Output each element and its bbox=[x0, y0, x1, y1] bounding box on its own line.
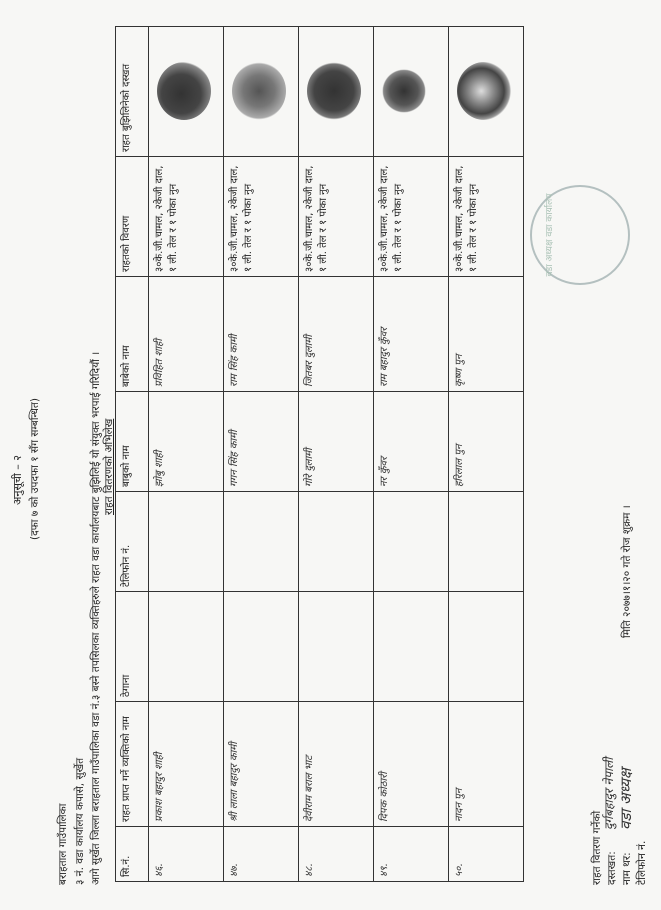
cell-address bbox=[224, 592, 299, 702]
cell-father: हरिलाल पुन bbox=[449, 392, 524, 492]
cell-father: नर कुँवर bbox=[374, 392, 449, 492]
cell-thumbprint bbox=[299, 27, 374, 157]
cell-phone bbox=[224, 492, 299, 592]
cell-name: देवीराम बराल भाट bbox=[299, 702, 374, 827]
cell-father: गगन सिंह कामी bbox=[224, 392, 299, 492]
cell-sn: ४६. bbox=[149, 827, 224, 882]
table-row bbox=[449, 27, 524, 882]
office-stamp bbox=[530, 185, 630, 285]
cell-father: गोरे दुलामी bbox=[299, 392, 374, 492]
cell-details: ३०के.जी.चामल, २केजी दाल, १ ली. तेल र १ पोका नुन bbox=[149, 157, 224, 277]
thumbprint-image bbox=[232, 63, 286, 121]
thumbprint-image bbox=[157, 63, 211, 121]
cell-details: ३०के.जी.चामल, २केजी दाल, १ ली. तेल र १ पोका नुन bbox=[299, 157, 374, 277]
cell-grandfather: कृष्ण पुन bbox=[449, 277, 524, 392]
cell-sn: ४८. bbox=[299, 827, 374, 882]
table-row bbox=[374, 27, 449, 882]
thumbprint-image bbox=[307, 63, 361, 121]
cell-grandfather: राम सिंह कामी bbox=[224, 277, 299, 392]
cell-phone bbox=[299, 492, 374, 592]
phone-label: टेलिफोन नं. bbox=[636, 840, 648, 885]
col-header-grandfather: बाबेको नाम bbox=[116, 277, 149, 392]
intro-text: आगे सुर्खेत जिल्ला बराहताल गाउँपालिका वडा नं.३ बस्ने तपसिलका व्यक्तिहरुले राहत वडा कार्यालयबाट बुझिलिई यो संयुक्त भरपाई गरिदियौं । bbox=[90, 351, 102, 885]
stamp-text: वडा अध्यक्ष वडा कार्यालय bbox=[545, 193, 555, 277]
col-header-father: बाबुको नाम bbox=[116, 392, 149, 492]
cell-address bbox=[149, 592, 224, 702]
cell-name: श्री लाला बहादुर कामी bbox=[224, 702, 299, 827]
annex-title: अनुसूची – २ bbox=[11, 455, 24, 505]
cell-thumbprint bbox=[449, 27, 524, 157]
name-label: नाम थर: bbox=[621, 852, 633, 885]
col-header-name: राहत प्राप्त गर्ने व्यक्तिको नाम bbox=[116, 702, 149, 827]
col-header-sn: सि.नं. bbox=[116, 827, 149, 882]
cell-sn: ४७. bbox=[224, 827, 299, 882]
cell-thumbprint bbox=[224, 27, 299, 157]
distributor-signature: दुर्गबहादुर नेपाली bbox=[602, 757, 616, 830]
date-line: मिति २०७७।१।२० गते रोज शुक्रम । bbox=[621, 505, 633, 638]
table-header-row bbox=[116, 27, 149, 882]
municipality-name: बराहताल गाउँपालिका bbox=[57, 803, 69, 885]
table-row bbox=[149, 27, 224, 882]
cell-details: ३०के.जी.चामल, २केजी दाल, १ ली. तेल र १ पोका नुन bbox=[374, 157, 449, 277]
ward-office: ३ नं. वडा कार्यालय कपासे, सुर्खेत bbox=[74, 757, 86, 885]
cell-phone bbox=[449, 492, 524, 592]
distributor-label: राहत वितरण गर्नेको bbox=[591, 810, 603, 885]
relief-table bbox=[115, 26, 524, 882]
cell-sn: ४९. bbox=[374, 827, 449, 882]
cell-name: दिपक कोठारी bbox=[374, 702, 449, 827]
cell-details: ३०के.जी.चामल, २केजी दाल, १ ली. तेल र १ पोका नुन bbox=[224, 157, 299, 277]
cell-father: झोबु शाही bbox=[149, 392, 224, 492]
table-row bbox=[224, 27, 299, 882]
cell-address bbox=[299, 592, 374, 702]
annex-note: (दफा ७ को उपदफा १ सँग सम्बन्धित) bbox=[29, 397, 41, 540]
distributor-name: वडा अध्यक्ष bbox=[617, 768, 635, 830]
cell-grandfather: जितबर दुलामी bbox=[299, 277, 374, 392]
cell-phone bbox=[374, 492, 449, 592]
cell-grandfather: प्रविहित शाही bbox=[149, 277, 224, 392]
table-row bbox=[299, 27, 374, 882]
signature-label: दस्तखत: bbox=[606, 851, 618, 885]
col-header-signature: राहत बुझिलिनेको दस्खत bbox=[116, 27, 149, 157]
table-title: राहत वितरणको अभिलेख bbox=[103, 418, 115, 515]
cell-name: नादन पुन bbox=[449, 702, 524, 827]
cell-phone bbox=[149, 492, 224, 592]
cell-name: प्रकाश बहादुर शाही bbox=[149, 702, 224, 827]
cell-thumbprint bbox=[149, 27, 224, 157]
col-header-phone: टेलिफोन नं. bbox=[116, 492, 149, 592]
cell-address bbox=[449, 592, 524, 702]
thumbprint-image bbox=[457, 63, 511, 121]
col-header-details: राहतको विवरण bbox=[116, 157, 149, 277]
cell-details: ३०के.जी.चामल, २केजी दाल, १ ली. तेल र १ पोका नुन bbox=[449, 157, 524, 277]
cell-sn: ५०. bbox=[449, 827, 524, 882]
col-header-address: ठेगाना bbox=[116, 592, 149, 702]
thumbprint-image bbox=[382, 70, 426, 114]
cell-address bbox=[374, 592, 449, 702]
cell-thumbprint bbox=[374, 27, 449, 157]
cell-grandfather: राम बहादुर कुँवर bbox=[374, 277, 449, 392]
